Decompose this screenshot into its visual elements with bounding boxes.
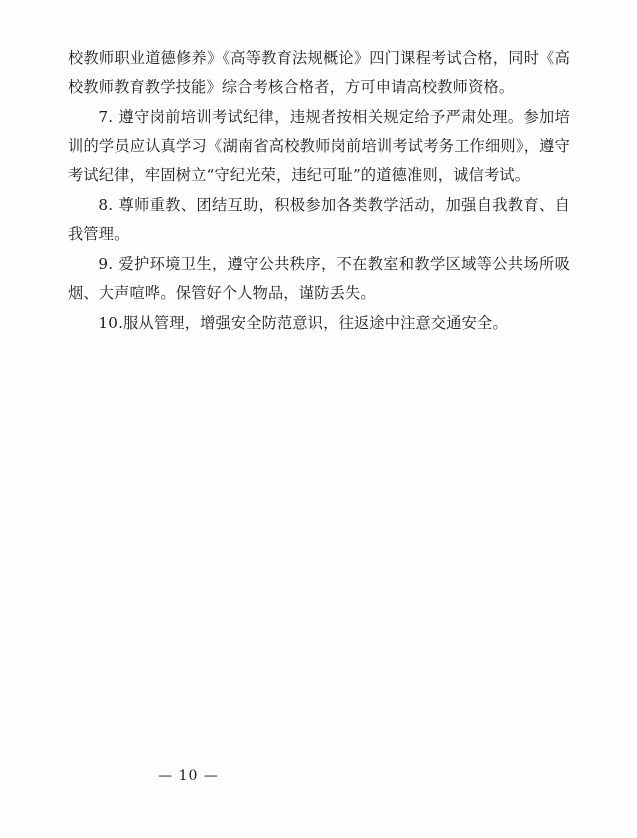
page-body: [68, 44, 570, 338]
paragraph-continued: 校教师职业道德修养》《高等教育法规概论》四门课程考试合格，同时《高校教师教育教学技能》综合考核合格者，方可申请高校教师资格。: [68, 49, 570, 96]
page-number: — 10 —: [158, 768, 219, 784]
paragraph-item-8: 8. 尊师重教、团结互助，积极参加各类教学活动，加强自我教育、自我管理。: [68, 196, 570, 243]
paragraph-item-7: 7. 遵守岗前培训考试纪律，违规者按相关规定给予严肃处理。参加培训的学员应认真学习《湖南省高校教师岗前培训考试考务工作细则》，遵守考试纪律，牢固树立“守纪光荣，违纪可耻”的道德准则，诚信考试。: [68, 108, 570, 184]
page-footer: [0, 768, 637, 784]
paragraph-item-9: 9. 爱护环境卫生，遵守公共秩序，不在教室和教学区域等公共场所吸烟、大声喧哗。保管好个人物品，谨防丢失。: [68, 255, 570, 302]
paragraph-item-10: 10.服从管理，增强安全防范意识，往返途中注意交通安全。: [98, 314, 508, 332]
